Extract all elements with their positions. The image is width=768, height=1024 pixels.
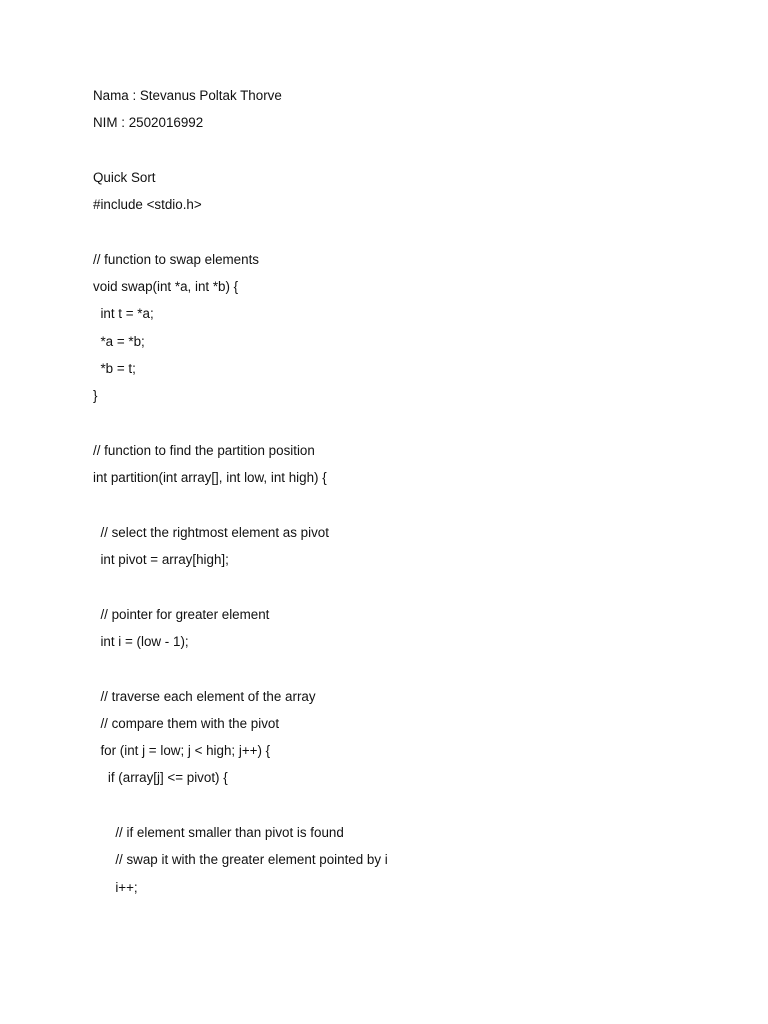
code-line: // pointer for greater element: [93, 606, 270, 622]
code-listing: [93, 195, 733, 905]
code-line: *a = *b;: [93, 333, 145, 349]
student-name-line: Nama : Stevanus Poltak Thorve: [93, 88, 282, 103]
blank-line: [93, 222, 733, 249]
code-line: // if element smaller than pivot is found: [93, 825, 344, 841]
document-body: [93, 86, 733, 905]
blank-line: [93, 495, 733, 522]
code-line: int pivot = array[high];: [93, 552, 229, 568]
code-line: #include <stdio.h>: [93, 197, 202, 213]
code-line: // compare them with the pivot: [93, 715, 280, 731]
student-nim-line: NIM : 2502016992: [93, 115, 204, 131]
code-line: *b = t;: [93, 360, 136, 376]
code-line: // select the rightmost element as pivot: [93, 524, 329, 540]
blank-line: [93, 659, 733, 686]
code-line: int partition(int array[], int low, int high) {: [93, 470, 327, 486]
code-line: // function to swap elements: [93, 251, 259, 267]
code-line: int i = (low - 1);: [93, 633, 189, 649]
blank-line: [93, 141, 733, 168]
blank-line: [93, 577, 733, 604]
code-line: // function to find the partition position: [93, 442, 315, 458]
code-line: // traverse each element of the array: [93, 688, 316, 704]
code-line: if (array[j] <= pivot) {: [93, 770, 228, 786]
code-line: int t = *a;: [93, 306, 154, 322]
code-line: for (int j = low; j < high; j++) {: [93, 743, 271, 759]
section-title: Quick Sort: [93, 169, 156, 185]
code-line: }: [93, 388, 98, 404]
code-line: // swap it with the greater element pointed by i: [93, 852, 388, 868]
code-line: void swap(int *a, int *b) {: [93, 279, 239, 295]
blank-line: [93, 414, 733, 441]
code-line: i++;: [93, 879, 138, 895]
blank-line: [93, 796, 733, 823]
